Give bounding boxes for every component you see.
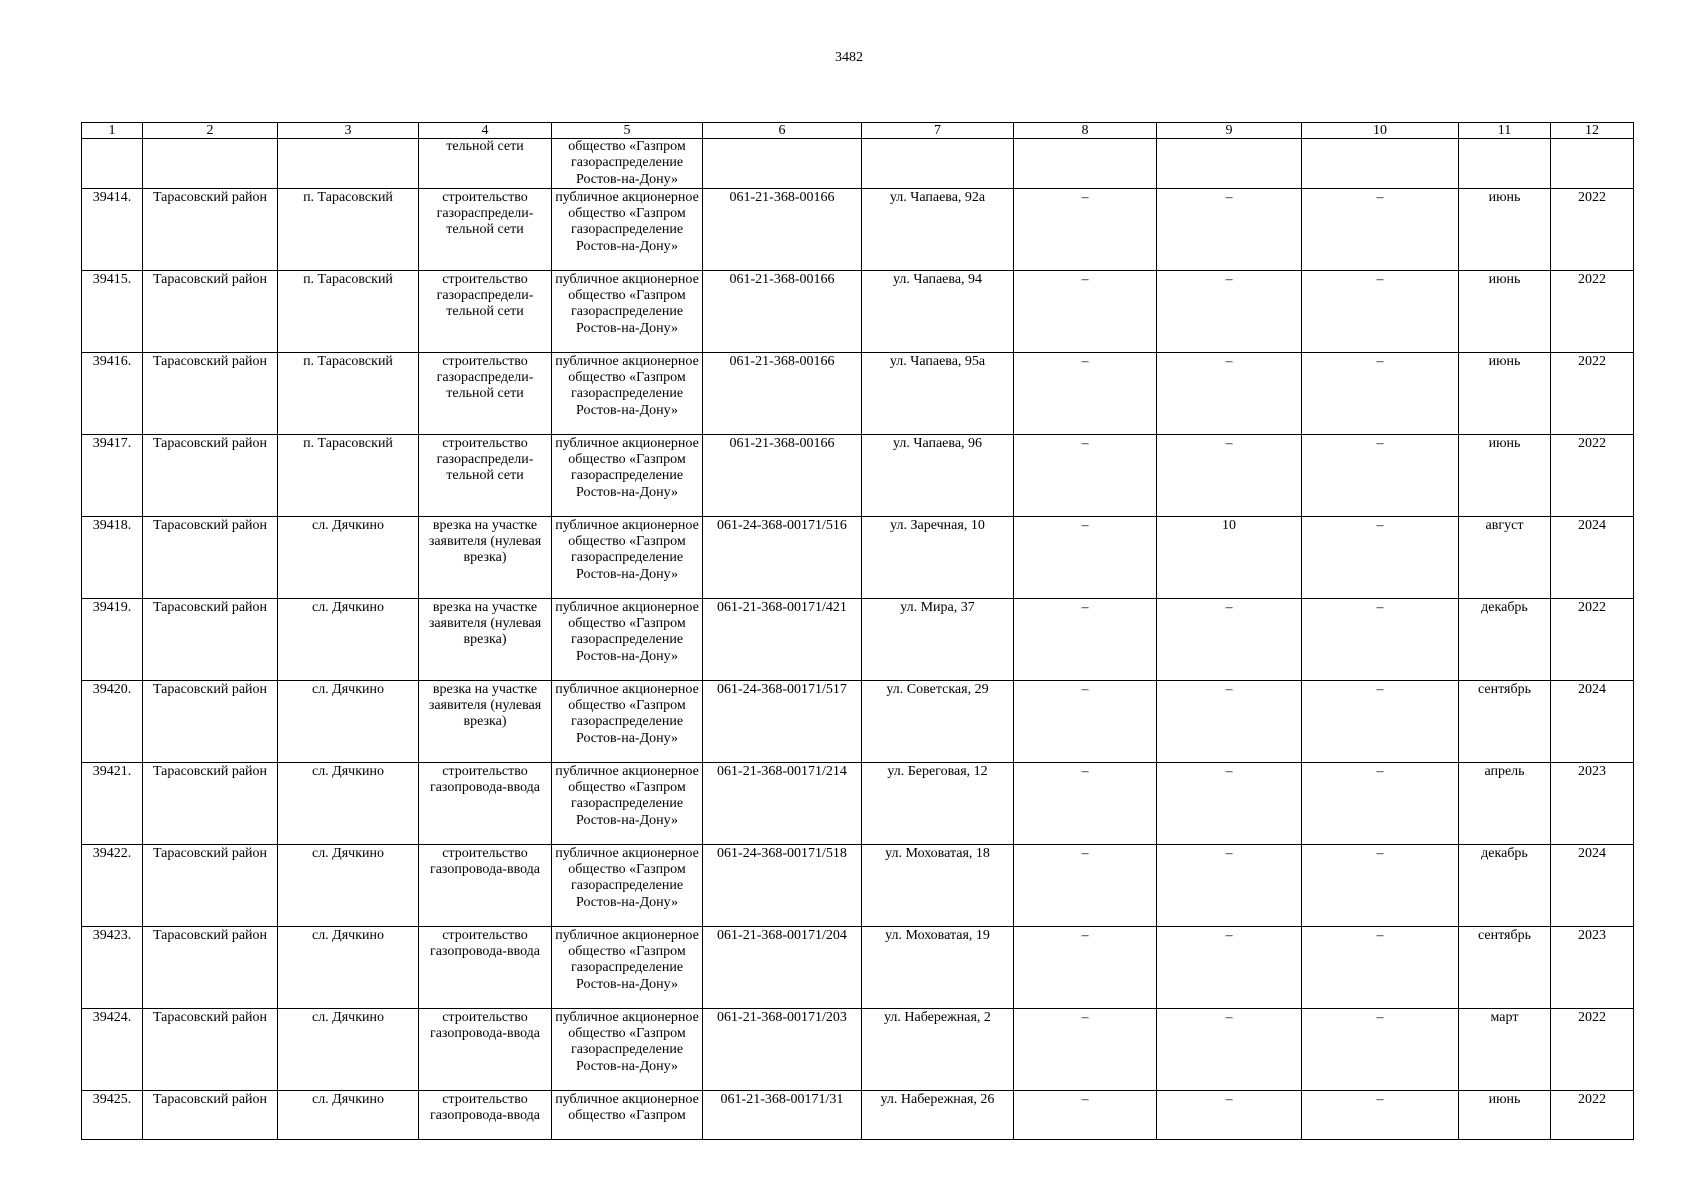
cell-col10: – (1302, 352, 1459, 434)
cell-year: 2022 (1551, 270, 1634, 352)
cell-col10: – (1302, 844, 1459, 926)
cell-col8: – (1014, 352, 1157, 434)
cell-empty (82, 139, 143, 189)
cell-district: Тарасовский район (143, 844, 278, 926)
cell-district: Тарасовский район (143, 598, 278, 680)
page-number: 3482 (835, 50, 863, 65)
cell-district: Тарасовский район (143, 434, 278, 516)
column-number: 6 (703, 123, 862, 139)
cell-month: март (1459, 1008, 1551, 1090)
table-row (82, 352, 1634, 434)
cell-year: 2022 (1551, 188, 1634, 270)
cell-month: июнь (1459, 434, 1551, 516)
column-number: 8 (1014, 123, 1157, 139)
cell-empty (1014, 139, 1157, 189)
cell-empty (1459, 139, 1551, 189)
cell-settlement: п. Тарасовский (278, 352, 419, 434)
cell-address: ул. Чапаева, 94 (862, 270, 1014, 352)
column-number: 1 (82, 123, 143, 139)
cell-settlement: сл. Дячкино (278, 680, 419, 762)
cell-organization: общество «Газпром газораспределение Ростов-на-Дону» (552, 139, 703, 189)
cell-col8: – (1014, 926, 1157, 1008)
cell-col10: – (1302, 188, 1459, 270)
cell-code: 061-21-368-00171/203 (703, 1008, 862, 1090)
cell-col8: – (1014, 598, 1157, 680)
cell-month: июнь (1459, 352, 1551, 434)
cell-work-type: врезка на участке заявителя (нулевая врезка) (419, 680, 552, 762)
column-number: 2 (143, 123, 278, 139)
cell-work-type: врезка на участке заявителя (нулевая врезка) (419, 598, 552, 680)
cell-row-number: 39417. (82, 434, 143, 516)
cell-col8: – (1014, 844, 1157, 926)
cell-row-number: 39418. (82, 516, 143, 598)
cell-work-type: строительство газораспредели-тельной сети (419, 434, 552, 516)
cell-empty (1157, 139, 1302, 189)
cell-address: ул. Заречная, 10 (862, 516, 1014, 598)
cell-address: ул. Моховатая, 18 (862, 844, 1014, 926)
cell-organization: публичное акционерное общество «Газпром газораспределение Ростов-на-Дону» (552, 352, 703, 434)
cell-col8: – (1014, 270, 1157, 352)
cell-organization: публичное акционерное общество «Газпром (552, 1090, 703, 1139)
cell-code: 061-21-368-00166 (703, 352, 862, 434)
cell-month: август (1459, 516, 1551, 598)
cell-empty (862, 139, 1014, 189)
cell-settlement: сл. Дячкино (278, 1008, 419, 1090)
column-number: 11 (1459, 123, 1551, 139)
cell-year: 2022 (1551, 1008, 1634, 1090)
cell-col8: – (1014, 762, 1157, 844)
cell-address: ул. Набережная, 2 (862, 1008, 1014, 1090)
column-number: 7 (862, 123, 1014, 139)
cell-col9: – (1157, 926, 1302, 1008)
cell-col9: – (1157, 844, 1302, 926)
cell-col8: – (1014, 680, 1157, 762)
column-number: 4 (419, 123, 552, 139)
cell-district: Тарасовский район (143, 1090, 278, 1139)
cell-work-type: строительство газопровода-ввода (419, 762, 552, 844)
cell-settlement: сл. Дячкино (278, 844, 419, 926)
cell-settlement: сл. Дячкино (278, 516, 419, 598)
cell-code: 061-21-368-00171/31 (703, 1090, 862, 1139)
cell-row-number: 39424. (82, 1008, 143, 1090)
cell-col8: – (1014, 1008, 1157, 1090)
cell-year: 2022 (1551, 434, 1634, 516)
table-row (82, 1090, 1634, 1139)
cell-empty (1302, 139, 1459, 189)
cell-work-type: строительство газораспредели-тельной сети (419, 188, 552, 270)
cell-work-type: строительство газораспредели-тельной сети (419, 270, 552, 352)
cell-work-type: строительство газопровода-ввода (419, 1008, 552, 1090)
cell-col10: – (1302, 1090, 1459, 1139)
cell-organization: публичное акционерное общество «Газпром газораспределение Ростов-на-Дону» (552, 434, 703, 516)
cell-col10: – (1302, 270, 1459, 352)
cell-code: 061-21-368-00166 (703, 188, 862, 270)
cell-month: декабрь (1459, 598, 1551, 680)
cell-organization: публичное акционерное общество «Газпром газораспределение Ростов-на-Дону» (552, 680, 703, 762)
cell-district: Тарасовский район (143, 762, 278, 844)
cell-organization: публичное акционерное общество «Газпром газораспределение Ростов-на-Дону» (552, 598, 703, 680)
table-row (82, 434, 1634, 516)
continuation-row (82, 139, 1634, 189)
table-row (82, 680, 1634, 762)
cell-row-number: 39416. (82, 352, 143, 434)
cell-address: ул. Советская, 29 (862, 680, 1014, 762)
cell-month: апрель (1459, 762, 1551, 844)
cell-organization: публичное акционерное общество «Газпром газораспределение Ростов-на-Дону» (552, 844, 703, 926)
cell-year: 2022 (1551, 598, 1634, 680)
cell-settlement: сл. Дячкино (278, 762, 419, 844)
cell-organization: публичное акционерное общество «Газпром газораспределение Ростов-на-Дону» (552, 762, 703, 844)
cell-col8: – (1014, 516, 1157, 598)
cell-settlement: сл. Дячкино (278, 598, 419, 680)
cell-code: 061-21-368-00171/214 (703, 762, 862, 844)
cell-work-type: строительство газопровода-ввода (419, 844, 552, 926)
cell-address: ул. Береговая, 12 (862, 762, 1014, 844)
cell-col9: – (1157, 598, 1302, 680)
cell-district: Тарасовский район (143, 188, 278, 270)
cell-row-number: 39425. (82, 1090, 143, 1139)
cell-organization: публичное акционерное общество «Газпром газораспределение Ростов-на-Дону» (552, 188, 703, 270)
column-number: 3 (278, 123, 419, 139)
table-row (82, 188, 1634, 270)
cell-address: ул. Мира, 37 (862, 598, 1014, 680)
cell-row-number: 39415. (82, 270, 143, 352)
cell-month: июнь (1459, 188, 1551, 270)
cell-empty (278, 139, 419, 189)
cell-col9: – (1157, 1090, 1302, 1139)
cell-address: ул. Моховатая, 19 (862, 926, 1014, 1008)
cell-year: 2023 (1551, 926, 1634, 1008)
cell-organization: публичное акционерное общество «Газпром газораспределение Ростов-на-Дону» (552, 926, 703, 1008)
cell-year: 2023 (1551, 762, 1634, 844)
cell-code: 061-24-368-00171/518 (703, 844, 862, 926)
cell-work-type: строительство газораспредели-тельной сети (419, 352, 552, 434)
column-number: 10 (1302, 123, 1459, 139)
cell-col9: 10 (1157, 516, 1302, 598)
cell-district: Тарасовский район (143, 352, 278, 434)
cell-row-number: 39423. (82, 926, 143, 1008)
cell-year: 2022 (1551, 352, 1634, 434)
cell-col10: – (1302, 762, 1459, 844)
cell-code: 061-24-368-00171/516 (703, 516, 862, 598)
cell-work-type: врезка на участке заявителя (нулевая врезка) (419, 516, 552, 598)
cell-code: 061-21-368-00166 (703, 270, 862, 352)
cell-work-type: строительство газопровода-ввода (419, 1090, 552, 1139)
cell-row-number: 39414. (82, 188, 143, 270)
column-number: 12 (1551, 123, 1634, 139)
cell-year: 2024 (1551, 516, 1634, 598)
cell-col8: – (1014, 1090, 1157, 1139)
cell-code: 061-21-368-00171/421 (703, 598, 862, 680)
cell-col9: – (1157, 1008, 1302, 1090)
cell-row-number: 39419. (82, 598, 143, 680)
cell-month: декабрь (1459, 844, 1551, 926)
cell-settlement: сл. Дячкино (278, 926, 419, 1008)
cell-year: 2024 (1551, 680, 1634, 762)
cell-month: июнь (1459, 270, 1551, 352)
cell-month: сентябрь (1459, 926, 1551, 1008)
cell-work-type: строительство газопровода-ввода (419, 926, 552, 1008)
cell-work-type: тельной сети (419, 139, 552, 189)
cell-empty (143, 139, 278, 189)
register-table (81, 122, 1634, 1140)
cell-code: 061-24-368-00171/517 (703, 680, 862, 762)
cell-col10: – (1302, 926, 1459, 1008)
table-row (82, 1008, 1634, 1090)
column-number: 9 (1157, 123, 1302, 139)
cell-district: Тарасовский район (143, 1008, 278, 1090)
cell-col8: – (1014, 188, 1157, 270)
cell-code: 061-21-368-00166 (703, 434, 862, 516)
cell-row-number: 39421. (82, 762, 143, 844)
cell-empty (1551, 139, 1634, 189)
cell-year: 2024 (1551, 844, 1634, 926)
cell-month: сентябрь (1459, 680, 1551, 762)
cell-settlement: п. Тарасовский (278, 270, 419, 352)
cell-district: Тарасовский район (143, 516, 278, 598)
cell-row-number: 39420. (82, 680, 143, 762)
cell-address: ул. Чапаева, 95а (862, 352, 1014, 434)
cell-district: Тарасовский район (143, 926, 278, 1008)
cell-col9: – (1157, 680, 1302, 762)
cell-settlement: сл. Дячкино (278, 1090, 419, 1139)
table-body (82, 123, 1634, 1140)
table-row (82, 844, 1634, 926)
table-row (82, 516, 1634, 598)
cell-col10: – (1302, 680, 1459, 762)
cell-organization: публичное акционерное общество «Газпром газораспределение Ростов-на-Дону» (552, 516, 703, 598)
cell-settlement: п. Тарасовский (278, 188, 419, 270)
cell-address: ул. Чапаева, 92а (862, 188, 1014, 270)
cell-col10: – (1302, 434, 1459, 516)
cell-row-number: 39422. (82, 844, 143, 926)
cell-month: июнь (1459, 1090, 1551, 1139)
cell-col8: – (1014, 434, 1157, 516)
cell-code: 061-21-368-00171/204 (703, 926, 862, 1008)
table-row (82, 762, 1634, 844)
cell-col9: – (1157, 188, 1302, 270)
cell-col10: – (1302, 516, 1459, 598)
cell-col10: – (1302, 1008, 1459, 1090)
cell-empty (703, 139, 862, 189)
cell-address: ул. Набережная, 26 (862, 1090, 1014, 1139)
column-number: 5 (552, 123, 703, 139)
cell-col9: – (1157, 762, 1302, 844)
table-row (82, 598, 1634, 680)
table-row (82, 926, 1634, 1008)
cell-year: 2022 (1551, 1090, 1634, 1139)
cell-organization: публичное акционерное общество «Газпром газораспределение Ростов-на-Дону» (552, 1008, 703, 1090)
cell-address: ул. Чапаева, 96 (862, 434, 1014, 516)
cell-col9: – (1157, 270, 1302, 352)
cell-col9: – (1157, 352, 1302, 434)
column-number-row (82, 123, 1634, 139)
cell-district: Тарасовский район (143, 680, 278, 762)
table-row (82, 270, 1634, 352)
cell-organization: публичное акционерное общество «Газпром газораспределение Ростов-на-Дону» (552, 270, 703, 352)
cell-col10: – (1302, 598, 1459, 680)
cell-col9: – (1157, 434, 1302, 516)
cell-settlement: п. Тарасовский (278, 434, 419, 516)
cell-district: Тарасовский район (143, 270, 278, 352)
